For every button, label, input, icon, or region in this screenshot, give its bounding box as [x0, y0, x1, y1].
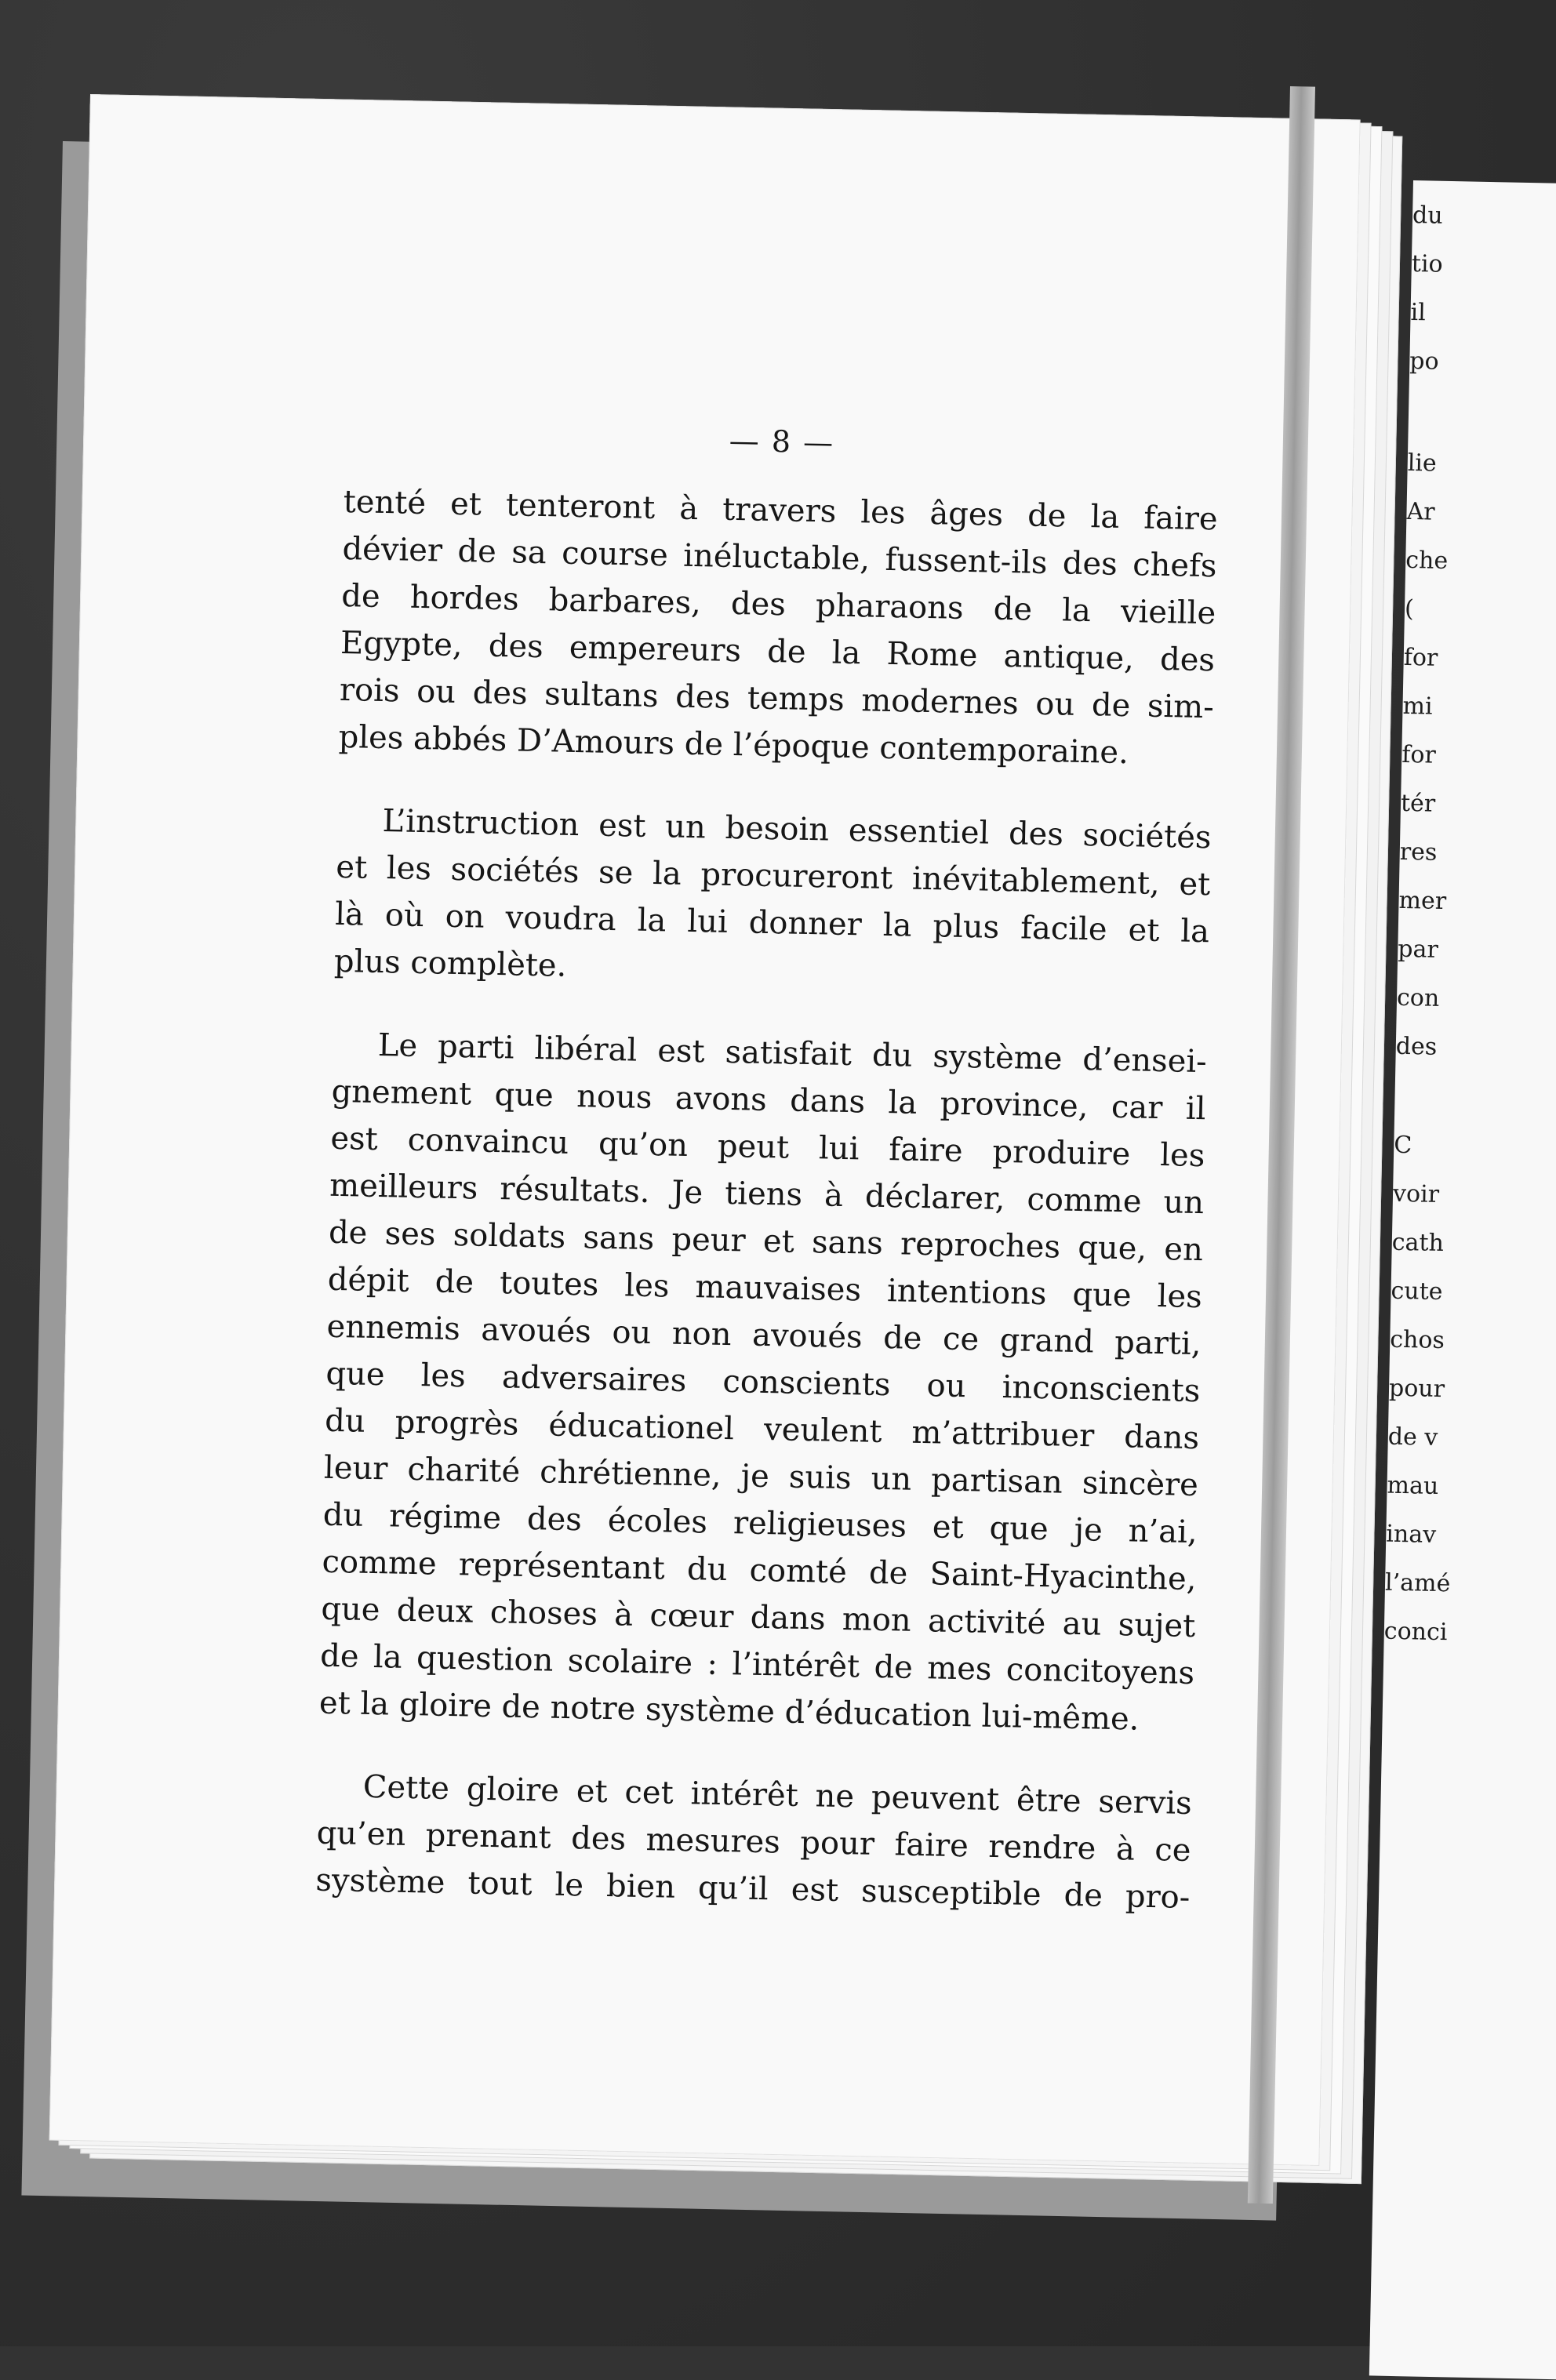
- text-line: dépit de toutes les mauvaises intentions que les: [327, 1261, 1203, 1316]
- right-page-text: cath: [1391, 1228, 1445, 1258]
- right-page-text: des: [1395, 1032, 1438, 1061]
- text-line: tenté et tenteront à travers les âges de la faire: [343, 483, 1219, 538]
- text-line: système tout le bien qu’il est susceptible de pro-: [315, 1862, 1191, 1916]
- right-page-text: mi: [1402, 692, 1433, 721]
- page-number: — 8 —: [729, 423, 835, 460]
- text-line: leur charité chrétienne, je suis un partisan sincère: [323, 1449, 1199, 1504]
- right-page-text: par: [1397, 935, 1439, 964]
- paragraph-2: [333, 797, 1212, 1002]
- right-page-text: voir: [1392, 1179, 1440, 1208]
- text-line: de ses soldats sans peur et sans reproches que, en: [328, 1214, 1204, 1269]
- right-page-text: pour: [1388, 1374, 1445, 1404]
- right-page-text: il: [1410, 298, 1427, 327]
- right-page-text: lie: [1407, 449, 1438, 478]
- text-line: là où on voudra la lui donner la plus facile et la: [334, 896, 1210, 950]
- right-page-text: for: [1401, 740, 1437, 769]
- right-page-text: mer: [1398, 886, 1447, 916]
- paragraph-1: [338, 478, 1218, 778]
- right-page-text: po: [1409, 347, 1439, 376]
- text-line: Cette gloire et cet intérêt ne peuvent être servis: [362, 1768, 1193, 1822]
- text-line: et la gloire de notre système d’éducation lui-même.: [318, 1684, 1140, 1738]
- text-line: rois ou des sultans des temps modernes ou de sim-: [339, 671, 1215, 726]
- right-page-text: for: [1403, 643, 1438, 672]
- right-page-text: Ar: [1406, 497, 1435, 526]
- right-page-text: inav: [1385, 1520, 1437, 1549]
- text-line: ennemis avoués ou non avoués de ce grand parti,: [326, 1308, 1202, 1363]
- right-page-text: mau: [1387, 1471, 1439, 1500]
- page-text-block: [314, 416, 1220, 1957]
- right-page-text: cute: [1391, 1277, 1443, 1306]
- text-line: ples abbés D’Amours de l’époque contemporaine.: [338, 718, 1129, 772]
- text-line: gnement que nous avons dans la province, car il: [331, 1073, 1206, 1128]
- text-line: comme représentant du comté de Saint-Hyacinthe,: [322, 1543, 1197, 1598]
- right-page-text: du: [1412, 201, 1443, 230]
- text-line: que les adversaires conscients ou inconscients: [325, 1355, 1201, 1410]
- text-line: de hordes barbares, des pharaons de la vieille: [340, 577, 1216, 632]
- text-line: plus complète.: [333, 943, 567, 984]
- right-page-text: C: [1393, 1131, 1412, 1160]
- text-line: que deux choses à cœur dans mon activité au sujet: [320, 1590, 1196, 1645]
- right-page-text: res: [1399, 838, 1438, 867]
- text-line: Egypte, des empereurs de la Rome antique, des: [340, 624, 1216, 679]
- right-page-text: (: [1404, 594, 1415, 623]
- right-page-text: de v: [1387, 1423, 1438, 1452]
- text-line: meilleurs résultats. Je tiens à déclarer, comme un: [329, 1167, 1205, 1222]
- paragraph-4: [315, 1763, 1192, 1921]
- right-page-text: con: [1396, 983, 1440, 1012]
- right-page-text: tio: [1411, 249, 1443, 278]
- text-line: L’instruction est un besoin essentiel des sociétés: [382, 803, 1212, 856]
- text-line: du régime des écoles religieuses et que je n’ai,: [322, 1496, 1198, 1551]
- text-line: Le parti libéral est satisfait du système d’ensei-: [377, 1027, 1208, 1081]
- text-line: de la question scolaire : l’intérêt de mes concitoyens: [319, 1637, 1195, 1692]
- right-page-text: conci: [1383, 1617, 1448, 1647]
- text-line: du progrès éducationel veulent m’attribuer dans: [324, 1402, 1200, 1457]
- text-line: et les sociétés se la procureront inévitablement, et: [335, 848, 1211, 903]
- right-page-text: che: [1405, 546, 1449, 575]
- text-line: est convaincu qu’on peut lui faire produire les: [330, 1120, 1205, 1175]
- paragraph-3: [318, 1021, 1207, 1744]
- right-page-text: tér: [1400, 789, 1436, 818]
- text-line: dévier de sa course inéluctable, fussent-ils des chefs: [342, 530, 1217, 585]
- text-line: qu’en prenant des mesures pour faire rendre à ce: [316, 1815, 1191, 1869]
- right-page-text: l’amé: [1384, 1568, 1451, 1598]
- right-page-text: chos: [1389, 1325, 1445, 1355]
